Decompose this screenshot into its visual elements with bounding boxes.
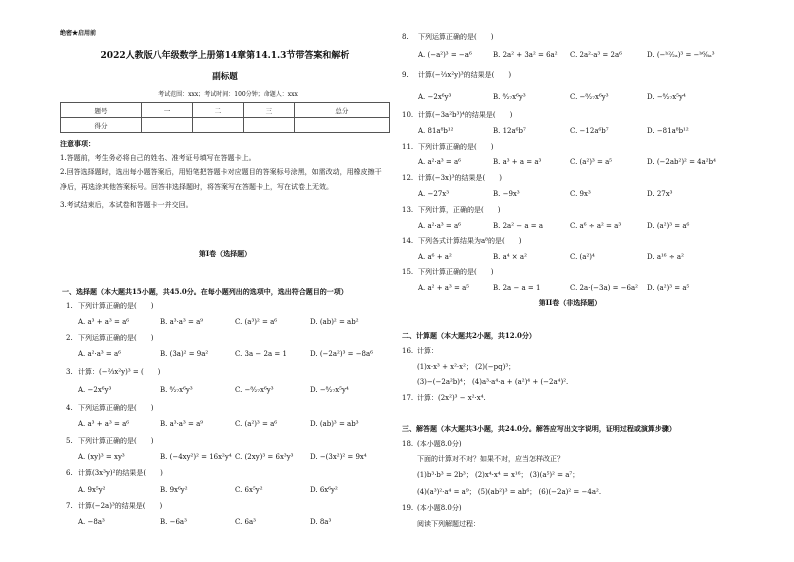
- option-b: B. ⁸⁄₂₇x⁶y³: [493, 93, 526, 101]
- notice-item: 3.考试结束后，本试卷和答题卡一并交回。: [60, 201, 193, 209]
- question-points: (本小题8.0分): [417, 504, 462, 512]
- option-a: A. −8a³: [78, 518, 105, 526]
- question-stem: 计算(−⅔x²y)³的结果是( ): [418, 71, 512, 79]
- section3-title: 三、解答题（本大题共3小题，共24.0分。解答应写出文字说明，证明过程或演算步骤）: [402, 424, 676, 433]
- question-number: 7.: [66, 502, 73, 510]
- option-d: D. −⁸⁄₂₇x⁵y⁴: [310, 386, 349, 394]
- question-stem: 下面的计算对不对？如果不对，应当怎样改正？: [417, 455, 564, 463]
- option-c: C. (a²)⁴: [570, 253, 595, 261]
- question-points: (本小题8.0分): [417, 440, 462, 448]
- question-number: 19.: [402, 504, 414, 512]
- section2-title: 二、计算题（本大题共2小题，共12.0分）: [402, 331, 536, 340]
- option-b: B. (3a)² = 9a²: [160, 350, 209, 358]
- section1-title: 一、选择题（本大题共15小题，共45.0分。在每小题列出的选项中，选出符合题目的一项）: [62, 287, 348, 296]
- question-number: 5.: [66, 437, 73, 445]
- option-d: D. 6x⁶y²: [310, 486, 338, 494]
- question-number: 1.: [66, 302, 73, 310]
- question-number: 12.: [402, 174, 414, 182]
- option-c: C. −⁸⁄₂₇x⁶y³: [235, 386, 274, 394]
- notice-item: 2.回答选择题时，选出每小题答案后，用铅笔把答题卡对应题目的答案标号涂黑，如需改动，用橡皮擦干净后，再选涂其他答案标号。回答非选择题时，将答案写在答题卡上，写在试卷上无效。: [60, 168, 382, 191]
- option-c: C. (a²)³ = a⁵: [570, 158, 613, 166]
- part2-title: 第II卷（非选择题）: [538, 298, 602, 307]
- option-a: A. a³ + a³ = a⁶: [78, 318, 130, 326]
- option-c: C. 2a²·a³ = 2a⁶: [570, 51, 622, 59]
- question-stem: 下列运算正确的是( ): [78, 404, 154, 412]
- option-a: A. (xy)³ = xy³: [78, 453, 125, 461]
- option-c: C. a⁶ ÷ a² = a³: [570, 222, 622, 230]
- question-number: 17.: [402, 394, 414, 402]
- question-number: 10.: [402, 111, 414, 119]
- option-d: D. (−2a²)³ = −8a⁶: [310, 350, 373, 358]
- question-number: 4.: [66, 404, 73, 412]
- option-b: B. a⁴ × a²: [493, 253, 527, 261]
- question-stem: 下列计算正确的是( ): [78, 302, 154, 310]
- question-stem: 下列运算正确的是( ): [418, 33, 494, 41]
- question-stem: 下列运算正确的是( ): [78, 334, 154, 342]
- option-a: A. (−a²)³ = −a⁶: [418, 51, 472, 59]
- option-b: B. −6a³: [160, 518, 187, 526]
- score-header-cell: 总分: [294, 103, 389, 118]
- option-d: D. −(3x²)² = 9x⁴: [310, 453, 367, 461]
- exam-info: 考试范围：xxx；考试时间：100分钟；命题人：xxx: [158, 91, 298, 98]
- part1-title: 第I卷（选择题）: [198, 249, 252, 258]
- option-d: D. (ab)² = ab²: [310, 318, 359, 326]
- question-subitems: (1)b³·b³ = 2b³； (2)x⁴·x⁴ = x¹⁶； (3)(a⁵)² = a⁷；: [417, 471, 580, 479]
- option-d: D. (−ᵇ²⁄₂ₐ)³ = −ᵇ⁶⁄₈ₐ³: [647, 51, 715, 59]
- question-number: 2.: [66, 334, 73, 342]
- question-stem: 计算(3x³y)²的结果是( ): [78, 469, 163, 477]
- score-cell: [243, 118, 294, 133]
- question-number: 3.: [66, 368, 73, 376]
- option-c: C. 6x⁵y²: [235, 486, 263, 494]
- option-d: D. (a²)³ = a⁵: [647, 284, 690, 292]
- option-d: D. 27x³: [647, 190, 673, 198]
- question-stem: 下列计算正确的是( ): [418, 268, 494, 276]
- score-header-cell: 一: [142, 103, 193, 118]
- option-d: D. (a²)³ = a⁶: [647, 222, 690, 230]
- option-b: B. 9x⁶y²: [160, 486, 188, 494]
- option-b: B. 12a⁶b⁷: [493, 127, 526, 135]
- option-c: C. −⁸⁄₂₇x⁶y³: [570, 93, 609, 101]
- option-a: A. a²·a³ = a⁶: [418, 158, 461, 166]
- score-row-label: 得分: [61, 118, 142, 133]
- option-b: B. a³·a³ = a⁹: [160, 420, 204, 428]
- question-subitems: (3)−(−2a²b)⁴； (4)a³·a⁴·a + (a²)⁴ + (−2a⁴)².: [417, 378, 569, 386]
- option-a: A. a³ + a³ = a⁶: [78, 420, 130, 428]
- question-number: 18.: [402, 440, 414, 448]
- score-cell: [142, 118, 193, 133]
- score-header-cell: 题号: [61, 103, 142, 118]
- option-c: C. 6a³: [235, 518, 256, 526]
- option-d: D. −⁸⁄₂₇x⁵y⁴: [647, 93, 686, 101]
- question-stem: 计算：(−⅔x²y)³ = ( ): [78, 368, 161, 376]
- option-a: A. 9x⁵y²: [78, 486, 106, 494]
- option-c: C. (a²)³ = a⁶: [235, 420, 278, 428]
- option-a: A. 81a⁸b¹²: [418, 127, 454, 135]
- score-header-cell: 三: [243, 103, 294, 118]
- option-d: D. (−2ab²)² = 4a²b⁴: [647, 158, 716, 166]
- question-subitems: (1)x·x³ + x²·x²； (2)(−pq)³；: [417, 363, 516, 371]
- question-number: 11.: [402, 143, 414, 151]
- question-number: 8.: [402, 33, 409, 41]
- question-stem: 下列计算，正确的是( ): [418, 206, 501, 214]
- option-a: A. −2x⁶y³: [78, 386, 112, 394]
- option-c: C. 3a − 2a = 1: [235, 350, 287, 358]
- question-stem: 阅读下列解题过程：: [417, 520, 480, 528]
- question-stem: 下列计算正确的是( ): [418, 143, 494, 151]
- exam-title: 2022人教版八年级数学上册第14章第14.1.3节带答案和解析: [100, 51, 350, 61]
- option-b: B. a³·a³ = a⁹: [160, 318, 204, 326]
- option-c: C. (2xy)³ = 6x³y³: [235, 453, 294, 461]
- option-d: D. a¹⁶ ÷ a²: [647, 253, 684, 261]
- question-stem: 计算：: [417, 347, 438, 355]
- question-number: 13.: [402, 206, 414, 214]
- confidential-mark: 绝密★启用前: [60, 30, 97, 37]
- option-b: B. 2a − a = 1: [493, 284, 541, 292]
- option-c: C. 2a·(−3a) = −6a²: [570, 284, 638, 292]
- question-number: 6.: [66, 469, 73, 477]
- score-cell: [294, 118, 389, 133]
- option-b: B. 2a² − a = a: [493, 222, 544, 230]
- option-c: C. −12a⁶b⁷: [570, 127, 609, 135]
- option-d: D. −81a⁸b¹²: [647, 127, 689, 135]
- score-table-score-row: [61, 118, 390, 133]
- option-b: B. ⁸⁄₂₇x⁶y³: [160, 386, 193, 394]
- score-table: [60, 102, 390, 133]
- question-subitems: (4)(a³)²·a⁴ = a⁹； (5)(ab²)³ = ab⁶； (6)(−2a)² = −4a².: [417, 488, 602, 496]
- notice-item: 1.答题前，考生务必将自己的姓名、准考证号填写在答题卡上。: [60, 154, 256, 162]
- option-a: A. a²·a³ = a⁶: [78, 350, 121, 358]
- option-a: A. a²·a³ = a⁶: [418, 222, 461, 230]
- option-c: C. 9x³: [570, 190, 591, 198]
- score-table-header-row: [61, 103, 390, 118]
- question-stem: 计算(−2a)³的结果是( ): [78, 502, 163, 510]
- option-a: A. −27x³: [418, 190, 450, 198]
- option-b: B. a³ + a = a³: [493, 158, 542, 166]
- question-stem: 下列计算正确的是( ): [78, 437, 154, 445]
- option-b: B. (−4xy²)² = 16x²y⁴: [160, 453, 232, 461]
- option-a: A. −2x⁶y³: [418, 93, 452, 101]
- question-number: 15.: [402, 268, 414, 276]
- notice-title: 注意事项：: [60, 139, 95, 148]
- question-number: 14.: [402, 237, 414, 245]
- option-a: A. a² + a³ = a⁵: [418, 284, 470, 292]
- question-stem: 计算(−3x)³的结果是( ): [418, 174, 502, 182]
- question-stem: 下列各式计算结果为a⁸的是( ): [418, 237, 522, 245]
- option-c: C. (a³)² = a⁶: [235, 318, 278, 326]
- score-cell: [192, 118, 243, 133]
- score-header-cell: 二: [192, 103, 243, 118]
- option-a: A. a⁶ + a²: [418, 253, 452, 261]
- option-d: D. (ab)³ = ab³: [310, 420, 359, 428]
- exam-subtitle: 副标题: [212, 72, 238, 82]
- option-b: B. −9x³: [493, 190, 520, 198]
- question-stem: 计算(−3a²b³)⁴的结果是( ): [418, 111, 513, 119]
- option-b: B. 2a² + 3a² = 6a²: [493, 51, 558, 59]
- option-d: D. 8a³: [310, 518, 332, 526]
- question-number: 16.: [402, 347, 414, 355]
- question-stem: 计算：(2x²)³ − x²·x⁴.: [417, 394, 486, 402]
- question-number: 9.: [402, 71, 409, 79]
